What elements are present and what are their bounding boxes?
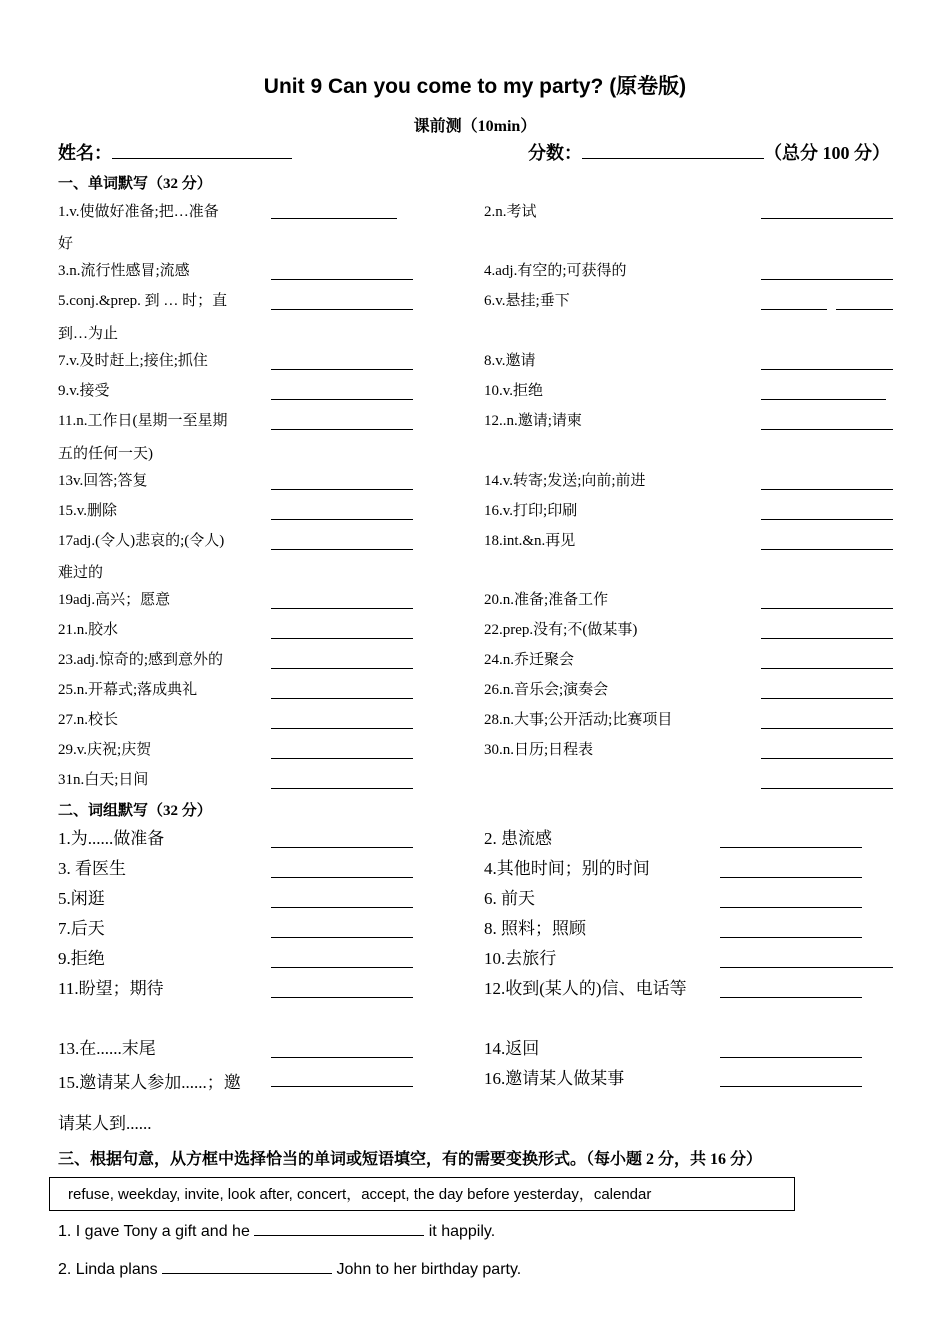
word-prompt: 3.n.流行性感冒;流感: [58, 263, 190, 279]
answer-blank[interactable]: [271, 1057, 413, 1058]
answer-blank[interactable]: [761, 788, 893, 789]
phrase-row: [0, 914, 950, 944]
answer-blank[interactable]: [271, 218, 397, 219]
answer-blank[interactable]: [720, 847, 862, 848]
word-prompt-continued: 到…为止: [58, 326, 119, 342]
word-prompt: 20.n.准备;准备工作: [484, 592, 609, 608]
word-prompt: 26.n.音乐会;演奏会: [484, 682, 609, 698]
answer-blank[interactable]: [720, 1086, 862, 1087]
word-prompt: 28.n.大事;公开活动;比赛项目: [484, 712, 673, 728]
answer-blank[interactable]: [720, 937, 862, 938]
word-prompt: 19adj.高兴；愿意: [58, 592, 171, 608]
word-prompt: 1.v.使做好准备;把…准备: [58, 204, 219, 220]
answer-blank[interactable]: [761, 429, 893, 430]
word-prompt: 11.n.工作日(星期一至星期: [58, 413, 228, 429]
word-prompt: 18.int.&n.再见: [484, 533, 576, 549]
answer-blank[interactable]: [271, 937, 413, 938]
word-row: [0, 466, 950, 496]
phrase-prompt: 15.邀请某人参加......；邀: [58, 1073, 241, 1092]
word-prompt: 15.v.删除: [58, 503, 118, 519]
answer-blank[interactable]: [761, 399, 886, 400]
page-subtitle: 课前测（10min）: [413, 118, 537, 135]
sentence-1: [58, 1223, 495, 1241]
answer-blank[interactable]: [271, 429, 413, 430]
phrase-prompt: 10.去旅行: [484, 949, 557, 968]
word-row: [0, 197, 950, 227]
word-prompt: 21.n.胶水: [58, 622, 119, 638]
phrase-prompt: 1.为......做准备: [58, 829, 165, 848]
phrase-prompt: 12.收到(某人的)信、电话等: [484, 979, 687, 998]
word-row: [0, 765, 950, 795]
phrase-row: [0, 884, 950, 914]
answer-blank[interactable]: [761, 698, 893, 699]
phrase-prompt: 2. 患流感: [484, 829, 552, 848]
word-prompt: 17adj.(令人)悲哀的;(令人): [58, 533, 225, 549]
phrase-prompt: 6. 前天: [484, 889, 535, 908]
word-prompt: 29.v.庆祝;庆贺: [58, 742, 152, 758]
answer-blank[interactable]: [271, 698, 413, 699]
answer-blank[interactable]: [761, 218, 893, 219]
section-1-heading: 一、单词默写（32 分）: [58, 176, 212, 192]
phrase-prompt: 4.其他时间；别的时间: [484, 859, 650, 878]
answer-blank[interactable]: [720, 967, 893, 968]
word-row: [0, 705, 950, 735]
answer-blank[interactable]: [761, 279, 893, 280]
answer-blank[interactable]: [271, 997, 413, 998]
answer-blank[interactable]: [720, 907, 862, 908]
phrase-prompt: 9.拒绝: [58, 949, 105, 968]
sentence-2: [58, 1261, 521, 1279]
word-row: [0, 286, 950, 316]
answer-blank[interactable]: [761, 309, 827, 310]
answer-blank[interactable]: [271, 1086, 413, 1087]
word-prompt-continued: 好: [58, 236, 74, 252]
word-prompt: 4.adj.有空的;可获得的: [484, 263, 627, 279]
name-field: [58, 139, 292, 165]
answer-blank[interactable]: [271, 638, 413, 639]
word-prompt-continued: 五的任何一天): [58, 446, 153, 462]
answer-blank[interactable]: [271, 967, 413, 968]
word-prompt: 8.v.邀请: [484, 353, 536, 369]
phrase-prompt: 14.返回: [484, 1039, 540, 1058]
answer-blank[interactable]: [271, 369, 413, 370]
phrase-prompt: 7.后天: [58, 919, 105, 938]
word-prompt: 6.v.悬挂;垂下: [484, 293, 570, 309]
answer-blank[interactable]: [271, 549, 413, 550]
phrase-row: [0, 854, 950, 884]
word-bank-box: refuse, weekday, invite, look after, concert，accept, the day before yesterday，calendar: [49, 1177, 795, 1211]
word-row: [0, 496, 950, 526]
phrase-prompt: 5.闲逛: [58, 889, 105, 908]
answer-blank[interactable]: [254, 1235, 424, 1236]
answer-blank[interactable]: [761, 519, 893, 520]
word-row: [0, 256, 950, 286]
word-prompt: 2.n.考试: [484, 204, 537, 220]
answer-blank[interactable]: [761, 638, 893, 639]
answer-blank[interactable]: [761, 549, 893, 550]
answer-blank[interactable]: [271, 309, 413, 310]
word-prompt: 22.prep.没有;不(做某事): [484, 622, 638, 638]
answer-blank[interactable]: [761, 668, 893, 669]
word-prompt: 5.conj.&prep. 到 … 时；直: [58, 293, 228, 309]
answer-blank[interactable]: [761, 369, 893, 370]
phrase-prompt: 8. 照料；照顾: [484, 919, 586, 938]
score-blank[interactable]: [582, 158, 764, 159]
word-prompt-continued: 难过的: [58, 565, 104, 581]
sentence-text: John to her birthday party.: [332, 1261, 522, 1278]
answer-blank[interactable]: [761, 489, 893, 490]
sentence-text: 2. Linda plans: [58, 1261, 163, 1278]
page-title: Unit 9 Can you come to my party? (原卷版): [263, 75, 687, 98]
phrase-row: [0, 1034, 950, 1064]
answer-blank[interactable]: [761, 728, 893, 729]
answer-blank[interactable]: [271, 847, 413, 848]
name-blank[interactable]: [112, 158, 292, 159]
phrase-row: [0, 974, 950, 1004]
answer-blank[interactable]: [271, 877, 413, 878]
word-row: [0, 735, 950, 765]
answer-blank[interactable]: [271, 907, 413, 908]
answer-blank[interactable]: [271, 399, 413, 400]
answer-blank[interactable]: [271, 608, 413, 609]
answer-blank[interactable]: [720, 1057, 862, 1058]
answer-blank[interactable]: [836, 309, 893, 310]
word-prompt: 25.n.开幕式;落成典礼: [58, 682, 198, 698]
word-row: [0, 526, 950, 556]
phrase-prompt: 3. 看医生: [58, 859, 126, 878]
score-label: 分数：: [528, 143, 582, 163]
answer-blank[interactable]: [720, 997, 862, 998]
word-row: [0, 406, 950, 436]
answer-blank[interactable]: [162, 1273, 332, 1274]
total-score: （总分 100 分）: [764, 143, 890, 163]
word-prompt: 7.v.及时赶上;接住;抓住: [58, 353, 208, 369]
word-row: [0, 585, 950, 615]
phrase-row: [0, 824, 950, 854]
sentence-text: it happily.: [424, 1223, 496, 1240]
answer-blank[interactable]: [271, 788, 413, 789]
word-row: [0, 615, 950, 645]
answer-blank[interactable]: [720, 877, 862, 878]
answer-blank[interactable]: [271, 758, 413, 759]
word-row: [0, 675, 950, 705]
word-prompt: 30.n.日历;日程表: [484, 742, 594, 758]
word-prompt: 31n.白天;日间: [58, 772, 149, 788]
word-prompt: 14.v.转寄;发送;向前;前进: [484, 473, 646, 489]
sentence-text: 1. I gave Tony a gift and he: [58, 1223, 255, 1240]
answer-blank[interactable]: [271, 519, 413, 520]
word-prompt: 23.adj.惊奇的;感到意外的: [58, 652, 223, 668]
answer-blank[interactable]: [271, 489, 413, 490]
phrase-row: [0, 1064, 950, 1094]
answer-blank[interactable]: [761, 608, 893, 609]
word-row: [0, 645, 950, 675]
word-prompt: 9.v.接受: [58, 383, 110, 399]
word-prompt: 24.n.乔迁聚会: [484, 652, 575, 668]
phrase-prompt: 16.邀请某人做某事: [484, 1069, 625, 1088]
word-row: [0, 346, 950, 376]
word-prompt: 13v.回答;答复: [58, 473, 148, 489]
section-3-heading: 三、根据句意，从方框中选择恰当的单词或短语填空，有的需要变换形式。（每小题 2 分，共 16 分）: [58, 1151, 763, 1168]
answer-blank[interactable]: [271, 279, 413, 280]
score-field: [528, 139, 890, 165]
answer-blank[interactable]: [271, 728, 413, 729]
phrase-prompt-continued: 请某人到......: [58, 1114, 152, 1133]
word-prompt: 12..n.邀请;请柬: [484, 413, 582, 429]
answer-blank[interactable]: [271, 668, 413, 669]
phrase-prompt: 11.盼望；期待: [58, 979, 164, 998]
word-prompt: 10.v.拒绝: [484, 383, 544, 399]
word-prompt: 27.n.校长: [58, 712, 119, 728]
section-2-heading: 二、词组默写（32 分）: [58, 803, 212, 819]
word-row: [0, 376, 950, 406]
name-label: 姓名：: [58, 143, 112, 163]
phrase-row: [0, 944, 950, 974]
phrase-prompt: 13.在......末尾: [58, 1039, 156, 1058]
answer-blank[interactable]: [761, 758, 893, 759]
word-prompt: 16.v.打印;印刷: [484, 503, 578, 519]
